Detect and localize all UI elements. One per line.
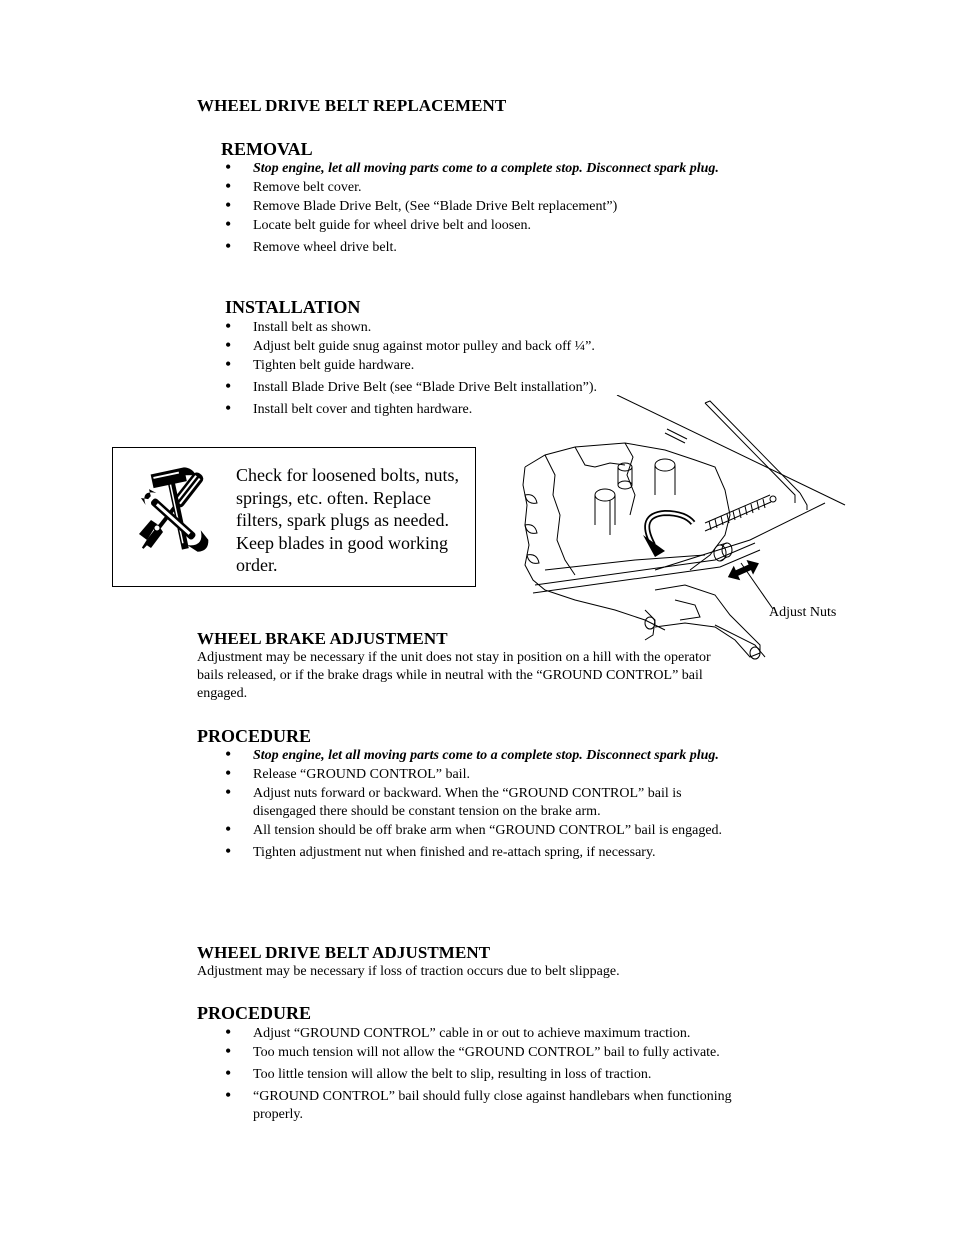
list-item: • Release “GROUND CONTROL” bail. bbox=[225, 763, 470, 783]
brake-adjustment-title: WHEEL BRAKE ADJUSTMENT bbox=[197, 629, 448, 648]
removal-heading: REMOVAL bbox=[221, 139, 313, 159]
installation-heading: INSTALLATION bbox=[225, 297, 361, 317]
list-item: • Remove belt cover. bbox=[225, 176, 362, 196]
tools-icon bbox=[121, 462, 221, 562]
bullet-icon: • bbox=[225, 819, 232, 839]
bullet-icon: • bbox=[225, 157, 232, 177]
bullet-icon: • bbox=[225, 782, 232, 802]
bullet-icon: • bbox=[225, 1022, 232, 1042]
bullet-icon: • bbox=[225, 354, 232, 374]
list-item: • Locate belt guide for wheel drive belt and loosen. bbox=[225, 214, 531, 234]
bullet-icon: • bbox=[225, 236, 232, 256]
bullet-icon: • bbox=[225, 1063, 232, 1083]
list-item: • Install Blade Drive Belt (see “Blade Drive Belt installation”). bbox=[225, 376, 598, 396]
bullet-icon: • bbox=[225, 1041, 232, 1061]
bullet-icon: • bbox=[225, 335, 232, 355]
bullet-icon: • bbox=[225, 316, 232, 336]
adjust-nuts-callout: Adjust Nuts bbox=[769, 605, 837, 620]
bullet-icon: • bbox=[225, 398, 232, 418]
bullet-icon: • bbox=[225, 1085, 232, 1105]
bullet-icon: • bbox=[225, 214, 232, 234]
drive-mechanism-diagram bbox=[515, 395, 855, 670]
list-item: • Install belt as shown. bbox=[225, 316, 372, 336]
list-item: • Stop engine, let all moving parts come to a complete stop. Disconnect spark plug. bbox=[225, 157, 719, 177]
list-item: • Tighten belt guide hardware. bbox=[225, 354, 415, 374]
maintenance-tip-box bbox=[112, 447, 476, 587]
list-item: • Remove Blade Drive Belt, (See “Blade Drive Belt replacement”) bbox=[225, 195, 618, 215]
bullet-icon: • bbox=[225, 376, 232, 396]
bullet-icon: • bbox=[225, 744, 232, 764]
list-item: • Adjust belt guide snug against motor pulley and back off ¼”. bbox=[225, 335, 595, 355]
bullet-icon: • bbox=[225, 763, 232, 783]
bullet-icon: • bbox=[225, 841, 232, 861]
belt-adjustment-title: WHEEL DRIVE BELT ADJUSTMENT bbox=[197, 943, 491, 962]
list-item: • Adjust “GROUND CONTROL” cable in or out to achieve maximum traction. bbox=[225, 1022, 691, 1042]
brake-procedure-heading: PROCEDURE bbox=[197, 726, 312, 746]
bullet-icon: • bbox=[225, 176, 232, 196]
list-item: • Adjust nuts forward or backward. When the “GROUND CONTROL” bail is disengaged there should be constant tension on the brake arm. bbox=[225, 782, 682, 819]
list-item: • Too much tension will not allow the “GROUND CONTROL” bail to fully activate. bbox=[225, 1041, 720, 1061]
list-item: • Too little tension will allow the belt to slip, resulting in loss of traction. bbox=[225, 1063, 652, 1083]
belt-procedure-list bbox=[225, 1022, 745, 1124]
belt-adjustment-intro: Adjustment may be necessary if loss of traction occurs due to belt slippage. bbox=[197, 964, 620, 979]
list-item: • “GROUND CONTROL” bail should fully close against handlebars when functioning properly. bbox=[225, 1085, 732, 1122]
list-item: • Tighten adjustment nut when finished and re-attach spring, if necessary. bbox=[225, 841, 656, 861]
list-item: • Install belt cover and tighten hardware. bbox=[225, 398, 473, 418]
brake-procedure-list bbox=[225, 744, 745, 862]
bullet-icon: • bbox=[225, 195, 232, 215]
belt-procedure-heading: PROCEDURE bbox=[197, 1003, 312, 1023]
belt-replacement-title: WHEEL DRIVE BELT REPLACEMENT bbox=[197, 96, 507, 115]
list-item: • Remove wheel drive belt. bbox=[225, 236, 397, 256]
list-item: • All tension should be off brake arm when “GROUND CONTROL” bail is engaged. bbox=[225, 819, 723, 839]
tip-text: Check for loosened bolts, nuts, springs, etc. often. Replace filters, spark plugs as needed. Keep blades in good working order. bbox=[236, 465, 459, 575]
brake-adjustment-intro: Adjustment may be necessary if the unit does not stay in position on a hill with the operator bails released, or if the brake drags while in neutral with the “GROUND CONTROL” bail engaged. bbox=[197, 650, 711, 701]
removal-list bbox=[225, 157, 745, 257]
list-item: • Stop engine, let all moving parts come to a complete stop. Disconnect spark plug. bbox=[225, 744, 719, 764]
